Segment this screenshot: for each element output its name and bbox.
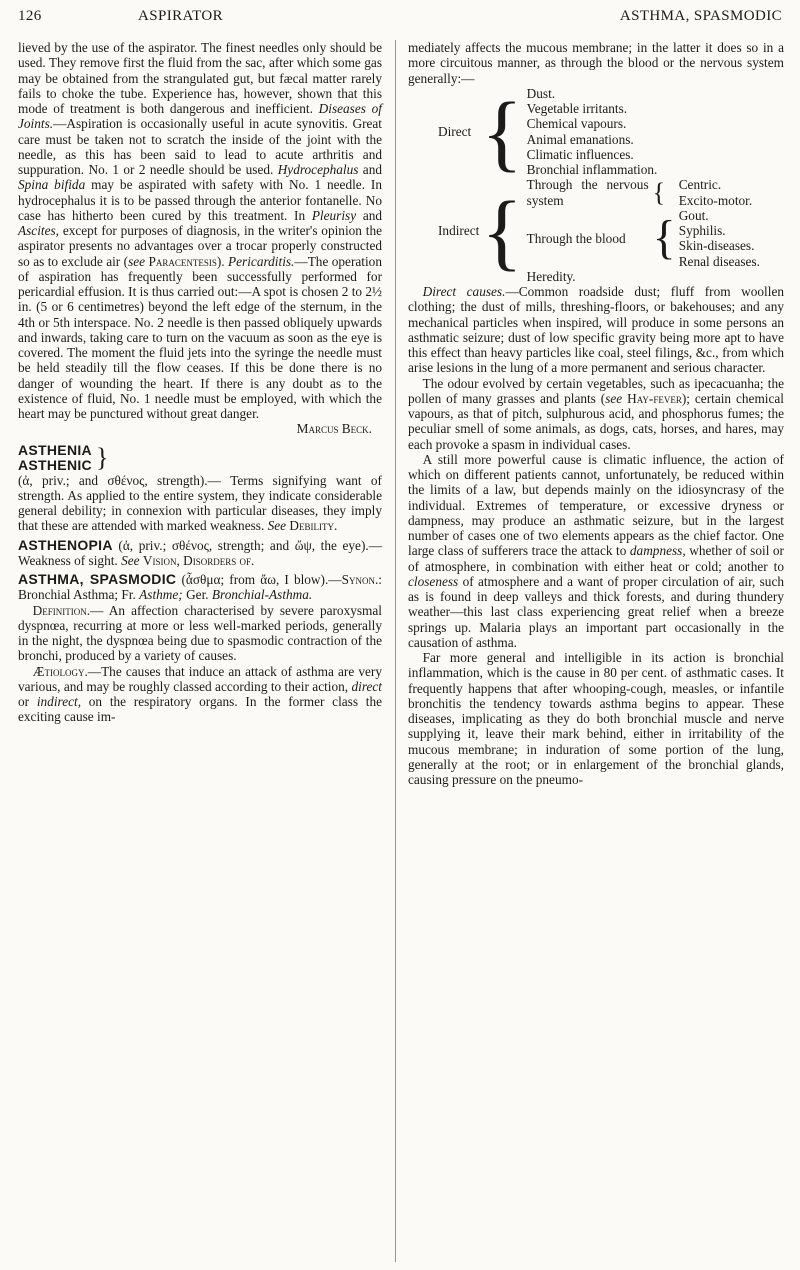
heredity-label: Heredity. (526, 268, 576, 284)
asthenia-headwords (18, 443, 92, 473)
list-item: Excito-motor. (678, 192, 753, 208)
indirect-subtable (527, 177, 760, 284)
running-head-right: ASTHMA, SPASMODIC (619, 8, 782, 24)
nervous-label: Through the nervous system (526, 177, 649, 208)
column-divider (395, 40, 396, 1262)
headword-asthenic: ASTHENIC (18, 456, 92, 473)
list-item: Animal emanations. (526, 131, 634, 147)
asthenopia-entry: ASTHENOPIA (ἀ, priv.; σθένος, strength; and ὤψ, the eye).—Weakness of sight. See Vision, Disorders of. (18, 536, 383, 568)
bronchial-paragraph: Far more general and intelligible in its action is bronchial inflammation, which is the cause in 80 per cent. of asthmatic cases. It frequently happens that after whooping-cough, measles, or infantile bronchitis the tendency towards asthma begins to appear. These diseases, implicating as they do both bronchial muscle and nerve supplying it, leave their mark behind, either in irritability of the mucous membrane; in induration of some portion of the lung, generally at the root; or in enlargement of the bronchial glands, causing pressure on the pneumo- (408, 650, 784, 787)
definition-paragraph: Definition.— An affection characterised by severe paroxysmal dyspnœa, recurring at more or less well-marked periods, generally in the night, the dyspnœa being due to spasmodic contraction of the bronchi, produced by a variety of causes. (18, 602, 382, 664)
list-item: Vegetable irritants. (526, 101, 628, 116)
list-item: Chemical vapours. (526, 116, 627, 132)
list-item: Renal diseases. (678, 253, 760, 269)
brace-glyph: { (481, 83, 523, 180)
asthenia-entry (18, 443, 382, 473)
aetiology-paragraph: Ætiology.—The causes that induce an attack of asthma are very various, and may be roughly classed according to their action, direct or indirect, on the respiratory organs. In the former class the exciting cause im- (18, 663, 383, 725)
list-item: Gout. (678, 207, 709, 223)
brace-glyph: { (481, 182, 523, 279)
continuation-paragraph: mediately affects the mucous membrane; in the latter it does so in a more circuitous manner, as through the blood or the nervous system generally:— (408, 40, 784, 86)
blood-row (527, 208, 760, 269)
author-signature: Marcus Beck. (296, 421, 372, 437)
page-header (18, 8, 782, 34)
asthenia-definition: (ἀ, priv.; and σθένος, strength).— Terms signifying want of strength. As applied to the entire system, they indicate considerable general debility; in connexion with particular diseases, they imply that these are attended with marked weakness. See Debility. (18, 472, 382, 534)
climatic-paragraph: A still more powerful cause is climatic influence, the action of which on different patients cannot, unfortunately, be reduced within the limits of a law, but depends mainly on the idiosyncrasy of the individual. Extremes of temperature, or excessive dryness or dampness, may produce an asthmatic seizure, but in the largest number of cases one of two elements appears as the chief factor. One large class of sufferers trace the attack to dampness, whether of soil or of atmosphere, in combination with either heat or cold; another to closeness of atmosphere and a want of proper circulation of air, such as is found in deep valleys and thick forests, and during thundery weather—this last class experiencing great relief when a breeze springs up. Malaria plays an important part occasionally in the causation of asthma. (408, 451, 784, 650)
direct-items (527, 86, 760, 178)
cross-reference-paracentesis[interactable]: Paracentesis (148, 253, 217, 269)
cross-reference-hay-fever[interactable]: Hay-fever (627, 390, 682, 406)
headword-asthenia: ASTHENIA (18, 441, 92, 458)
brace-glyph: } (95, 442, 109, 472)
list-item: Skin-diseases. (678, 238, 755, 254)
asthma-entry: ASTHMA, SPASMODIC (ἆσθμα; from ἄω, I blow).—Synon.: Bronchial Asthma; Fr. Asthme; Ger. Bronchial-Asthma. (18, 571, 383, 603)
heredity-row (527, 269, 760, 284)
direct-causes-paragraph: Direct causes.—Common roadside dust; fluff from woollen clothing; the dust of mills, threshing-floors, or bakehouses; and any mechanical particles when inspired, will produce in some persons an asthmatic seizure; dust of low specific gravity being more apt to have this effect than heavy particles like coal, steel filings, &c., from which arise lesions in the lung of a more permanent and serious character. (408, 284, 784, 376)
cross-reference-vision[interactable]: Vision, Disorders of. (142, 552, 255, 568)
nervous-row (527, 177, 760, 208)
direct-label: Direct (438, 123, 472, 139)
cross-reference-debility[interactable]: Debility. (289, 518, 338, 534)
definition-label: Definition. (32, 602, 91, 618)
indirect-causes-group (438, 177, 760, 284)
indirect-label: Indirect (438, 223, 480, 238)
aetiology-label: Ætiology. (32, 663, 88, 679)
running-head-left: ASPIRATOR (138, 8, 224, 24)
vegetables-paragraph: The odour evolved by certain vegetables, such as ipecacuanha; the pollen of many grasses and plants (see Hay-fever); certain chemical vapours, as that of pitch, sulphurous acid, and phosphorus fumes; the peculiar smell of some animals, as dogs, cats, horses, and hares, may each provoke a spasm in individual cases. (408, 375, 784, 452)
headword-asthma: ASTHMA, SPASMODIC (18, 571, 177, 587)
aspirator-paragraph: lieved by the use of the aspirator. The finest needles only should be used. They remove first the fluid from the sac, after which some gas may be obtained from the strangulated gut, but fæcal matter rarely fails to choke the tube. Experience has, however, shown that this mode of treatment is both dangerous and inefficient. Diseases of Joints.—Aspiration is occasionally useful in acute synovitis. Great care must be taken not to scratch the inside of the joint with the needle, as this has been said to lead to acute arthritis and suppuration. No. 1 or 2 needle should be used. Hydrocephalus and Spina bifida may be aspirated with safety with No. 1 needle. In hydrocephalus it is to be passed through the anterior fontanelle. No case has hitherto been cured by this treatment. In Pleurisy and Ascites, except for purposes of diagnosis, in the writer's opinion the aspirator presents no advantages over a trocar properly constructed so as to exclude air (see Paracentesis). Pericarditis.—The operation of aspiration has frequently been successfully performed for pericardial effusion. It is thus carried out:—A spot is chosen 2 to 2½ in. (5 or 6 centimetres) beyond the left edge of the sternum, in the 4th or 5th interspace. No. 2 needle is then passed obliquely upwards and inwards, taking care to turn on the vacuum as soon as the eye is covered. The moment the fluid jets into the syringe the needle must be held steadily till the flow ceases. If this be done there is no danger of wounding the heart. If there is any doubt as to the existence of fluid, No. 1 needle must be employed, with which the heart may be punctured without great danger. (18, 40, 383, 421)
headword-asthenopia: ASTHENOPIA (18, 536, 113, 553)
page-number: 126 (18, 8, 42, 24)
brace-glyph: { (652, 177, 666, 207)
list-item: Dust. (526, 85, 556, 101)
list-item: Centric. (678, 177, 722, 193)
direct-causes-group (438, 86, 760, 178)
list-item: Climatic influences. (526, 146, 634, 162)
brace-glyph: { (652, 211, 676, 265)
causes-classification-table (438, 83, 760, 284)
left-column (18, 40, 382, 725)
list-item: Syphilis. (678, 223, 726, 238)
right-column (408, 40, 784, 787)
list-item: Bronchial inflammation. (526, 162, 658, 177)
blood-label: Through the blood (526, 230, 626, 246)
